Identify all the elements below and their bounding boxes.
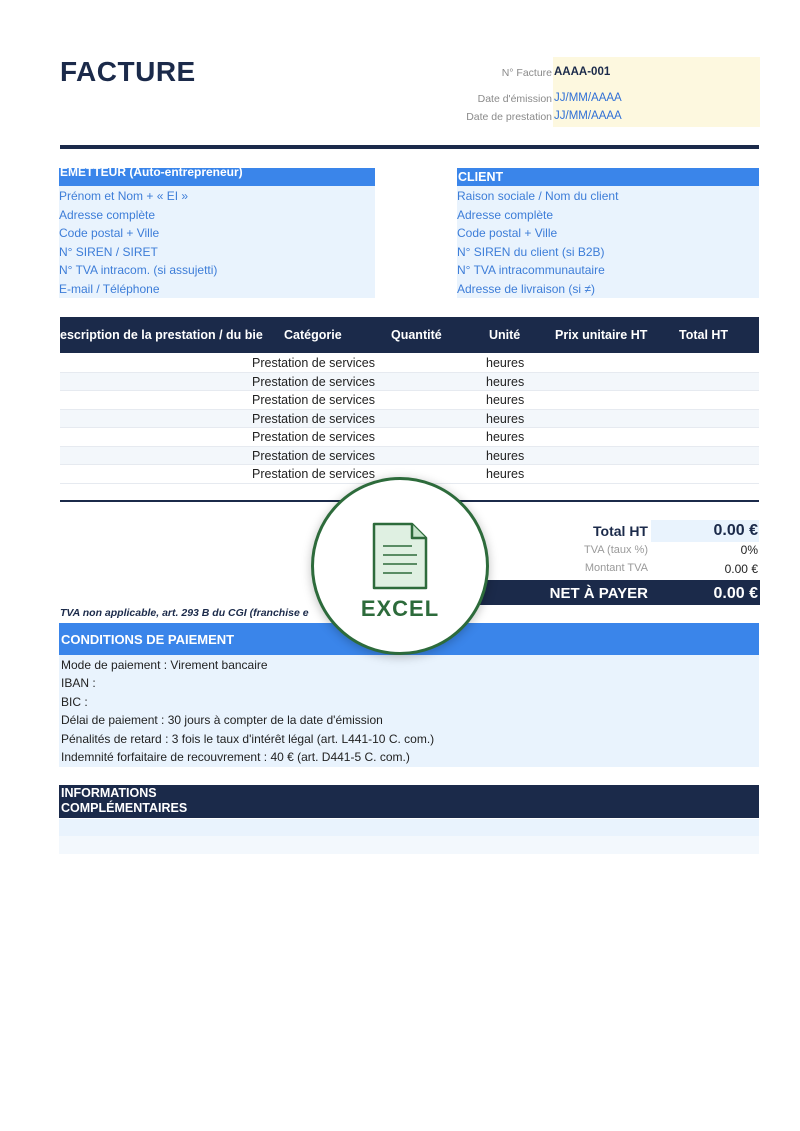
- row-category: Prestation de services: [252, 430, 375, 444]
- invoice-number-value[interactable]: AAAA-001: [554, 66, 611, 78]
- invoice-title: FACTURE: [60, 56, 196, 87]
- client-field-address[interactable]: Adresse complète: [457, 207, 554, 222]
- table-row[interactable]: [60, 447, 759, 466]
- emitter-block: [59, 168, 375, 298]
- client-field-city[interactable]: Code postal + Ville: [457, 226, 558, 241]
- issue-date-label: Date d'émission: [477, 93, 552, 105]
- row-category: Prestation de services: [252, 374, 375, 389]
- emitter-field-city[interactable]: Code postal + Ville: [59, 226, 160, 241]
- emitter-field-name[interactable]: Prénom et Nom + « EI »: [59, 189, 189, 203]
- service-date-row: [400, 108, 760, 126]
- vat-amount-value: 0.00 €: [724, 562, 758, 576]
- invoice-number-label: N° Facture: [501, 67, 552, 79]
- row-unit: heures: [486, 411, 525, 426]
- row-category: Prestation de services: [252, 467, 375, 481]
- client-field-siren[interactable]: N° SIREN du client (si B2B): [457, 244, 605, 259]
- row-unit: heures: [486, 393, 525, 407]
- total-ht-value: 0.00 €: [713, 522, 758, 539]
- client-body: [457, 186, 759, 298]
- net-to-pay-label: NET À PAYER: [549, 585, 648, 602]
- column-header-total: Total HT: [679, 328, 729, 342]
- vat-rate-value[interactable]: 0%: [740, 543, 758, 557]
- payment-terms-header: CONDITIONS DE PAIEMENT: [59, 623, 759, 655]
- column-header-unit-price: Prix unitaire HT: [555, 328, 648, 342]
- late-penalties[interactable]: Pénalités de retard : 3 fois le taux d'intérêt légal (art. L441-10 C. com.): [61, 731, 435, 746]
- emitter-field-siren[interactable]: N° SIREN / SIRET: [59, 244, 158, 259]
- emitter-field-address[interactable]: Adresse complète: [59, 207, 156, 222]
- payment-terms-body: [59, 655, 759, 767]
- emitter-body: [59, 186, 375, 298]
- additional-info-title-line2: COMPLÉMENTAIRES: [61, 801, 188, 815]
- excel-badge-label: EXCEL: [360, 596, 440, 621]
- row-category: Prestation de services: [252, 393, 375, 407]
- client-header: CLIENT: [457, 168, 759, 186]
- items-table-header: [60, 317, 759, 353]
- payment-delay[interactable]: Délai de paiement : 30 jours à compter de la date d'émission: [61, 713, 383, 728]
- additional-info-title-line1: INFORMATIONS: [61, 786, 157, 800]
- row-unit: heures: [486, 356, 525, 370]
- row-category: Prestation de services: [252, 448, 375, 463]
- additional-info-row[interactable]: [59, 819, 759, 836]
- payment-bic[interactable]: BIC :: [61, 694, 88, 709]
- table-row[interactable]: [60, 410, 759, 429]
- items-table-body: [60, 354, 759, 484]
- column-header-unit: Unité: [489, 328, 521, 342]
- issue-date-row: [400, 90, 760, 108]
- excel-badge: [311, 477, 489, 655]
- column-header-description: escription de la prestation / du bie: [60, 328, 263, 342]
- table-row[interactable]: [60, 428, 759, 447]
- client-field-delivery[interactable]: Adresse de livraison (si ≠): [457, 281, 595, 296]
- additional-info-row[interactable]: [59, 836, 759, 854]
- emitter-field-contact[interactable]: E-mail / Téléphone: [59, 281, 160, 296]
- spreadsheet-file-icon: [372, 522, 428, 590]
- total-ht-label: Total HT: [593, 523, 648, 539]
- row-category: Prestation de services: [252, 411, 375, 426]
- recovery-fee[interactable]: Indemnité forfaitaire de recouvrement : 40 € (art. D441-5 C. com.): [61, 749, 410, 764]
- payment-iban[interactable]: IBAN :: [61, 676, 96, 691]
- row-unit: heures: [486, 374, 525, 389]
- vat-amount-label: Montant TVA: [584, 562, 648, 574]
- table-row[interactable]: [60, 373, 759, 392]
- service-date-label: Date de prestation: [466, 111, 552, 123]
- row-category: Prestation de services: [252, 356, 375, 370]
- table-row[interactable]: [60, 354, 759, 373]
- column-header-quantity: Quantité: [391, 328, 442, 342]
- vat-rate-label: TVA (taux %): [584, 544, 648, 556]
- header-divider: [60, 145, 759, 149]
- service-date-value[interactable]: JJ/MM/AAAA: [554, 110, 622, 122]
- column-header-category: Catégorie: [284, 328, 342, 342]
- emitter-field-vat[interactable]: N° TVA intracom. (si assujetti): [59, 263, 218, 278]
- row-unit: heures: [486, 430, 525, 444]
- invoice-number-row: [400, 64, 760, 82]
- row-unit: heures: [486, 467, 525, 481]
- client-field-name[interactable]: Raison sociale / Nom du client: [457, 189, 619, 203]
- client-field-vat[interactable]: N° TVA intracommunautaire: [457, 263, 605, 278]
- payment-method[interactable]: Mode de paiement : Virement bancaire: [61, 658, 268, 672]
- net-to-pay-value: 0.00 €: [713, 585, 758, 602]
- client-block: [457, 168, 759, 298]
- additional-info-header: [59, 785, 759, 818]
- vat-exemption-note: TVA non applicable, art. 293 B du CGI (franchise e: [60, 607, 309, 619]
- emitter-header: EMETTEUR (Auto-entrepreneur): [59, 168, 375, 186]
- row-unit: heures: [486, 448, 525, 463]
- issue-date-value[interactable]: JJ/MM/AAAA: [554, 92, 622, 104]
- table-row[interactable]: [60, 391, 759, 410]
